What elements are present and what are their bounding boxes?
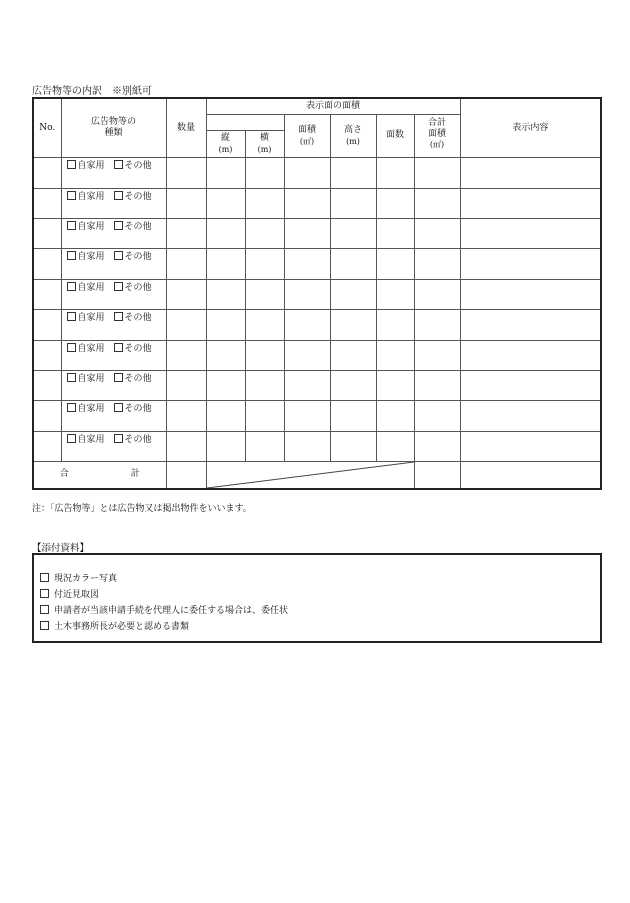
cell-vertical[interactable]	[206, 431, 245, 461]
cell-height[interactable]	[330, 310, 376, 340]
own-use-checkbox[interactable]	[67, 251, 76, 260]
total-area-sum[interactable]	[414, 462, 460, 490]
cell-kind	[61, 401, 166, 431]
cell-area[interactable]	[284, 310, 330, 340]
cell-total-area[interactable]	[414, 401, 460, 431]
other-checkbox[interactable]	[114, 403, 123, 412]
table-row	[33, 249, 601, 279]
attachment-item	[40, 619, 600, 635]
cell-no[interactable]	[33, 219, 61, 249]
header-kind	[61, 98, 166, 158]
other-label: その他	[124, 252, 152, 263]
attachment-item	[40, 571, 600, 587]
cell-no[interactable]	[33, 370, 61, 400]
header-total-area	[414, 114, 460, 158]
other-label: その他	[124, 434, 152, 445]
cell-content[interactable]	[460, 188, 601, 218]
cell-area[interactable]	[284, 370, 330, 400]
header-quantity: 数量	[166, 98, 206, 158]
other-label: その他	[124, 222, 152, 232]
header-display-area-group: 表示面の面積	[206, 98, 460, 114]
attachment-label: 申請者が当該申請手続を代理人に委任する場合は、委任状	[54, 606, 289, 616]
own-use-label: 自家用	[77, 434, 105, 445]
cell-vertical[interactable]	[206, 188, 245, 218]
cell-vertical[interactable]	[206, 158, 245, 188]
cell-quantity[interactable]	[166, 340, 206, 370]
diagonal-line	[207, 462, 414, 488]
cell-total-area[interactable]	[414, 219, 460, 249]
cell-no[interactable]	[33, 340, 61, 370]
other-label: その他	[124, 161, 152, 172]
cell-kind	[61, 249, 166, 279]
total-label-1: 合	[59, 469, 69, 480]
own-use-checkbox[interactable]	[67, 282, 76, 291]
cell-area[interactable]	[284, 158, 330, 188]
header-total-area-line1: 合計	[428, 117, 447, 128]
cell-total-area[interactable]	[414, 279, 460, 309]
header-area	[284, 114, 330, 158]
cell-total-area[interactable]	[414, 370, 460, 400]
own-use-checkbox[interactable]	[67, 312, 76, 321]
cell-no[interactable]	[33, 188, 61, 218]
total-quantity[interactable]	[166, 462, 206, 490]
attachments-list	[34, 555, 600, 635]
header-horizontal-label: 横	[259, 133, 269, 144]
attachment-checkbox[interactable]	[40, 589, 49, 598]
cell-horizontal[interactable]	[245, 310, 284, 340]
cell-vertical[interactable]	[206, 401, 245, 431]
cell-content[interactable]	[460, 431, 601, 461]
cell-horizontal[interactable]	[245, 249, 284, 279]
total-label-2: 計	[130, 469, 140, 480]
header-vertical-label: 縦	[220, 133, 230, 144]
cell-height[interactable]	[330, 188, 376, 218]
header-faces: 面数	[376, 114, 414, 158]
cell-area[interactable]	[284, 431, 330, 461]
other-label: その他	[124, 343, 152, 354]
cell-horizontal[interactable]	[245, 219, 284, 249]
cell-no[interactable]	[33, 431, 61, 461]
cell-faces[interactable]	[376, 158, 414, 188]
other-label: その他	[124, 404, 152, 415]
table-row	[33, 370, 601, 400]
cell-faces[interactable]	[376, 431, 414, 461]
own-use-checkbox[interactable]	[67, 403, 76, 412]
cell-height[interactable]	[330, 158, 376, 188]
other-checkbox[interactable]	[114, 160, 123, 169]
own-use-label: 自家用	[77, 404, 105, 415]
header-vertical-unit: (m)	[218, 144, 233, 154]
header-no: No.	[33, 98, 61, 158]
attachments-title: 【添付資料】	[32, 543, 90, 554]
header-kind-line2: 種類	[104, 128, 123, 139]
table-row	[33, 340, 601, 370]
cell-horizontal[interactable]	[245, 431, 284, 461]
cell-area[interactable]	[284, 249, 330, 279]
cell-quantity[interactable]	[166, 310, 206, 340]
cell-quantity[interactable]	[166, 401, 206, 431]
cell-quantity[interactable]	[166, 279, 206, 309]
cell-total-area[interactable]	[414, 431, 460, 461]
cell-area[interactable]	[284, 219, 330, 249]
header-vertical	[206, 130, 245, 157]
own-use-label: 自家用	[77, 252, 105, 263]
cell-content[interactable]	[460, 340, 601, 370]
cell-quantity[interactable]	[166, 158, 206, 188]
header-horizontal-unit: (m)	[257, 144, 272, 154]
cell-kind	[61, 340, 166, 370]
header-height-unit: (m)	[346, 136, 360, 146]
cell-vertical[interactable]	[206, 279, 245, 309]
cell-no[interactable]	[33, 401, 61, 431]
cell-quantity[interactable]	[166, 188, 206, 218]
cell-content[interactable]	[460, 401, 601, 431]
header-content: 表示内容	[460, 98, 601, 158]
table-row	[33, 219, 601, 249]
cell-height[interactable]	[330, 340, 376, 370]
cell-content[interactable]	[460, 249, 601, 279]
own-use-checkbox[interactable]	[67, 343, 76, 352]
own-use-label: 自家用	[77, 313, 105, 324]
advertisement-breakdown-table	[32, 97, 602, 490]
other-checkbox[interactable]	[114, 191, 123, 200]
cell-faces[interactable]	[376, 310, 414, 340]
own-use-label: 自家用	[77, 282, 105, 293]
other-checkbox[interactable]	[114, 221, 123, 230]
header-area-label: 面積	[297, 125, 316, 136]
other-label: その他	[124, 313, 152, 324]
own-use-label: 自家用	[77, 222, 105, 232]
cell-content[interactable]	[460, 310, 601, 340]
cell-height[interactable]	[330, 431, 376, 461]
cell-content[interactable]	[460, 370, 601, 400]
other-checkbox[interactable]	[114, 343, 123, 352]
own-use-label: 自家用	[77, 191, 105, 202]
cell-faces[interactable]	[376, 188, 414, 218]
table-caption: 広告物等の内訳 ※別紙可	[32, 86, 152, 97]
cell-vertical[interactable]	[206, 249, 245, 279]
cell-area[interactable]	[284, 401, 330, 431]
attachment-checkbox[interactable]	[40, 605, 49, 614]
cell-vertical[interactable]	[206, 370, 245, 400]
cell-height[interactable]	[330, 219, 376, 249]
header-total-area-unit: (㎡)	[429, 140, 445, 150]
cell-kind	[61, 188, 166, 218]
own-use-checkbox[interactable]	[67, 221, 76, 230]
own-use-label: 自家用	[77, 373, 105, 384]
cell-height[interactable]	[330, 370, 376, 400]
cell-height[interactable]	[330, 249, 376, 279]
header-kind-line1: 広告物等の	[90, 116, 136, 127]
own-use-checkbox[interactable]	[67, 160, 76, 169]
cell-kind	[61, 279, 166, 309]
own-use-checkbox[interactable]	[67, 191, 76, 200]
other-label: その他	[124, 282, 152, 293]
cell-kind	[61, 370, 166, 400]
cell-area[interactable]	[284, 188, 330, 218]
header-height-label: 高さ	[343, 125, 362, 136]
other-checkbox[interactable]	[114, 434, 123, 443]
attachment-label: 土木事務所長が必要と認める書類	[54, 622, 190, 632]
cell-horizontal[interactable]	[245, 158, 284, 188]
cell-total-area[interactable]	[414, 158, 460, 188]
cell-quantity[interactable]	[166, 431, 206, 461]
other-checkbox[interactable]	[114, 373, 123, 382]
cell-faces[interactable]	[376, 340, 414, 370]
own-use-label: 自家用	[77, 161, 105, 172]
cell-kind	[61, 219, 166, 249]
cell-no[interactable]	[33, 158, 61, 188]
cell-horizontal[interactable]	[245, 370, 284, 400]
total-content[interactable]	[460, 462, 601, 490]
cell-content[interactable]	[460, 158, 601, 188]
cell-kind	[61, 158, 166, 188]
header-spacer	[206, 114, 284, 130]
cell-kind	[61, 431, 166, 461]
cell-total-area[interactable]	[414, 249, 460, 279]
cell-faces[interactable]	[376, 219, 414, 249]
other-checkbox[interactable]	[114, 312, 123, 321]
own-use-checkbox[interactable]	[67, 373, 76, 382]
other-checkbox[interactable]	[114, 251, 123, 260]
cell-faces[interactable]	[376, 401, 414, 431]
cell-faces[interactable]	[376, 370, 414, 400]
attachment-label: 付近見取図	[54, 590, 100, 600]
attachment-checkbox[interactable]	[40, 621, 49, 630]
cell-area[interactable]	[284, 279, 330, 309]
attachment-checkbox[interactable]	[40, 573, 49, 582]
cell-area[interactable]	[284, 340, 330, 370]
total-diagonal-cell	[206, 462, 414, 490]
cell-no[interactable]	[33, 310, 61, 340]
own-use-label: 自家用	[77, 343, 105, 354]
cell-horizontal[interactable]	[245, 340, 284, 370]
cell-faces[interactable]	[376, 279, 414, 309]
cell-vertical[interactable]	[206, 340, 245, 370]
cell-content[interactable]	[460, 219, 601, 249]
table-row	[33, 188, 601, 218]
attachments-box	[32, 553, 602, 643]
cell-faces[interactable]	[376, 249, 414, 279]
other-label: その他	[124, 191, 152, 202]
cell-height[interactable]	[330, 401, 376, 431]
table-row	[33, 279, 601, 309]
cell-kind	[61, 310, 166, 340]
other-checkbox[interactable]	[114, 282, 123, 291]
header-horizontal	[245, 130, 284, 157]
header-height	[330, 114, 376, 158]
cell-quantity[interactable]	[166, 249, 206, 279]
table-row	[33, 310, 601, 340]
cell-no[interactable]	[33, 279, 61, 309]
header-total-area-line2: 面積	[428, 128, 447, 139]
header-area-unit: (㎡)	[299, 136, 315, 146]
cell-vertical[interactable]	[206, 219, 245, 249]
cell-height[interactable]	[330, 279, 376, 309]
table-row	[33, 158, 601, 188]
cell-vertical[interactable]	[206, 310, 245, 340]
cell-horizontal[interactable]	[245, 401, 284, 431]
cell-total-area[interactable]	[414, 310, 460, 340]
cell-no[interactable]	[33, 249, 61, 279]
footnote: 注：「広告物等」とは広告物又は掲出物件をいいます。	[32, 504, 252, 514]
total-label	[33, 462, 166, 490]
cell-horizontal[interactable]	[245, 279, 284, 309]
cell-content[interactable]	[460, 279, 601, 309]
cell-total-area[interactable]	[414, 340, 460, 370]
own-use-checkbox[interactable]	[67, 434, 76, 443]
cell-quantity[interactable]	[166, 370, 206, 400]
cell-total-area[interactable]	[414, 188, 460, 218]
other-label: その他	[124, 373, 152, 384]
attachment-label: 現況カラー写真	[54, 574, 118, 584]
cell-horizontal[interactable]	[245, 188, 284, 218]
attachment-item	[40, 587, 600, 603]
total-row	[33, 462, 601, 490]
attachment-item	[40, 603, 600, 619]
cell-quantity[interactable]	[166, 219, 206, 249]
table-row	[33, 401, 601, 431]
table-row	[33, 431, 601, 461]
